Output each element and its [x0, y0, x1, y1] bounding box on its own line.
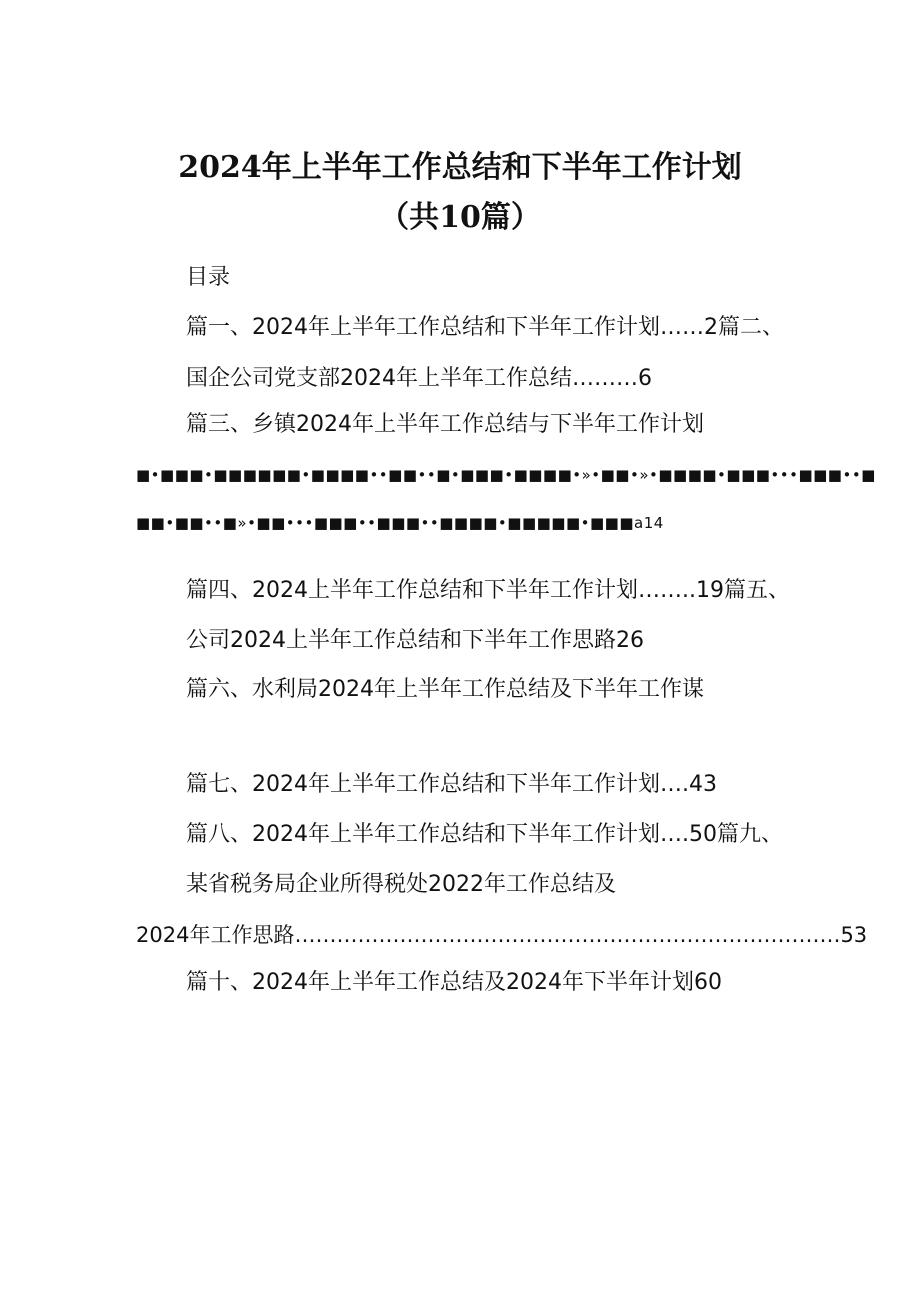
document-subtitle: （共10篇） [379, 200, 541, 235]
toc-garbled-line-2: ■■•■■••■»•■■•••■■■••■■■••■■■■•■■■■■•■■■a14 [136, 514, 664, 532]
toc-entry-4: 篇四、2024上半年工作总结和下半年工作计划……..19篇五、 [186, 578, 790, 603]
toc-garbled-line-1: ■•■■■•■■■■■■•■■■■••■■••■•■■■•■■■■•»•■■•»•■■■■•■■■•••■■■••■ [136, 466, 876, 484]
toc-entry-6: 篇六、水利局2024年上半年工作总结及下半年工作谋 [186, 677, 704, 702]
toc-entry-7: 篇七、2024年上半年工作总结和下半年工作计划….43 [186, 772, 717, 797]
toc-entry-3: 篇三、乡镇2024年上半年工作总结与下半年工作计划 [186, 412, 704, 437]
toc-entry-2: 国企公司党支部2024年上半年工作总结………6 [186, 366, 652, 391]
toc-entry-10: 篇十、2024年上半年工作总结及2024年下半年计划60 [186, 970, 722, 995]
document-title: 2024年上半年工作总结和下半年工作计划 [178, 150, 742, 185]
toc-entry-9: 某省税务局企业所得税处2022年工作总结及 [186, 872, 616, 897]
toc-entry-9-continued: 2024年工作思路……………………………………………………………………53 [136, 923, 868, 947]
toc-heading: 目录 [186, 265, 231, 290]
toc-entry-8: 篇八、2024年上半年工作总结和下半年工作计划….50篇九、 [186, 822, 783, 847]
toc-entry-1: 篇一、2024年上半年工作总结和下半年工作计划……2篇二、 [186, 315, 784, 340]
toc-entry-5: 公司2024上半年工作总结和下半年工作思路26 [186, 628, 644, 653]
